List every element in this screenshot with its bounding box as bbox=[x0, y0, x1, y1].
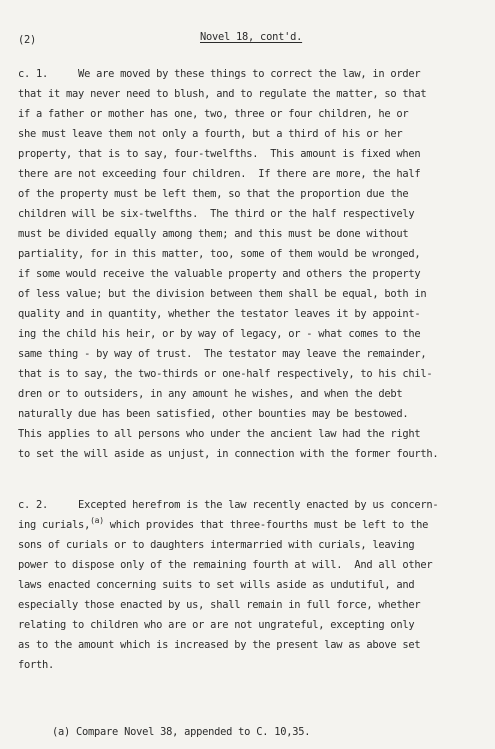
section2-line: forth. bbox=[18, 659, 55, 671]
section2-line: especially those enacted by us, shall remain in full force, whether bbox=[18, 599, 421, 611]
section2-line bbox=[18, 518, 428, 533]
section1-line: of the property must be left them, so that the proportion due the bbox=[18, 188, 409, 200]
section2-line: laws enacted concerning suits to set wills aside as undutiful, and bbox=[18, 579, 415, 591]
section1-line: there are not exceeding four children. If there are more, the half bbox=[18, 168, 421, 180]
section1-line: that is to say, the two-thirds or one-half respectively, to his chil- bbox=[18, 368, 433, 380]
section1-line: she must leave them not only a fourth, but a third of his or her bbox=[18, 128, 403, 140]
footnote-marker: (a) bbox=[90, 516, 104, 525]
section2-line: as to the amount which is increased by the present law as above set bbox=[18, 639, 421, 651]
section1-line: children will be six-twelfths. The third or the half respectively bbox=[18, 208, 415, 220]
section2-line: power to dispose only of the remaining fourth at will. And all other bbox=[18, 559, 433, 571]
section1-line: if a father or mother has one, two, three or four children, he or bbox=[18, 108, 409, 120]
section1-line: quality and in quantity, whether the testator leaves it by appoint- bbox=[18, 308, 421, 320]
section1-line: that it may never need to blush, and to regulate the matter, so that bbox=[18, 88, 427, 100]
section1-line: to set the will aside as unjust, in connection with the former fourth. bbox=[18, 448, 439, 460]
section2-line-end: which provides that three-fourths must be left to the bbox=[103, 519, 429, 531]
section2-line: c. 2. Excepted herefrom is the law recently enacted by us concern- bbox=[18, 499, 439, 511]
page-title: Novel 18, cont'd. bbox=[200, 31, 303, 43]
section1-line: partiality, for in this matter, too, some of them would be wronged, bbox=[18, 248, 421, 260]
section1-line: same thing - by way of trust. The testator may leave the remainder, bbox=[18, 348, 427, 360]
section1-line: property, that is to say, four-twelfths. This amount is fixed when bbox=[18, 148, 421, 160]
section1-line: c. 1. We are moved by these things to correct the law, in order bbox=[18, 68, 421, 80]
section1-line: if some would receive the valuable property and others the property bbox=[18, 268, 421, 280]
section2-line: relating to children who are or are not ungrateful, excepting only bbox=[18, 619, 415, 631]
section1-line: naturally due has been satisfied, other bounties may be bestowed. bbox=[18, 408, 409, 420]
footnote: (a) Compare Novel 38, appended to C. 10,35. bbox=[52, 726, 311, 738]
section2-line: sons of curials or to daughters intermarried with curials, leaving bbox=[18, 539, 415, 551]
section1-line: ing the child his heir, or by way of legacy, or - what comes to the bbox=[18, 328, 421, 340]
page-number: (2) bbox=[18, 34, 37, 46]
section1-line: dren or to outsiders, in any amount he wishes, and when the debt bbox=[18, 388, 403, 400]
section1-line: of less value; but the division between them shall be equal, both in bbox=[18, 288, 427, 300]
section2-line-start: ing curials, bbox=[18, 519, 91, 531]
section1-line: This applies to all persons who under the ancient law had the right bbox=[18, 428, 421, 440]
section1-line: must be divided equally among them; and this must be done without bbox=[18, 228, 409, 240]
